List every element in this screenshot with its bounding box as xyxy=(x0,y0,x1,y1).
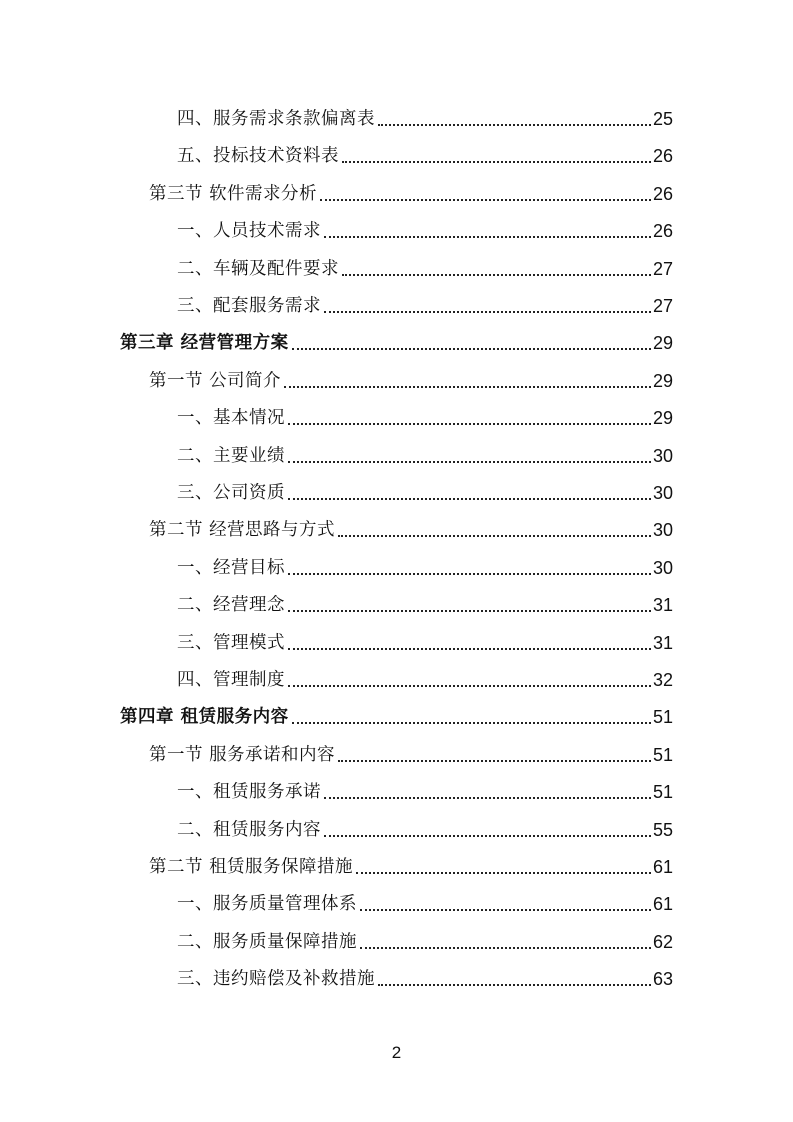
toc-entry-label: 四、管理制度 xyxy=(177,670,285,690)
toc-entry-page: 26 xyxy=(652,146,673,167)
toc-entry-label: 三、配套服务需求 xyxy=(177,296,321,316)
dot-leader xyxy=(292,348,651,350)
toc-entry-label: 第二节 租赁服务保障措施 xyxy=(149,857,354,877)
toc-entry-label: 三、管理模式 xyxy=(177,632,285,653)
dot-leader xyxy=(378,984,651,986)
toc-entry-page: 32 xyxy=(652,670,673,690)
toc-entry[interactable] xyxy=(177,817,673,843)
toc-entry[interactable] xyxy=(177,630,673,656)
toc-entry-page: 61 xyxy=(652,894,673,915)
toc-entry[interactable] xyxy=(177,443,673,469)
toc-entry[interactable] xyxy=(177,929,673,955)
toc-entry-label: 二、服务质量保障措施 xyxy=(177,931,357,952)
dot-leader xyxy=(288,461,651,463)
toc-entry[interactable] xyxy=(177,555,673,581)
toc-entry-page: 30 xyxy=(652,520,673,541)
toc-entry[interactable] xyxy=(177,667,673,693)
toc-entry-label: 五、投标技术资料表 xyxy=(177,146,339,167)
toc-entry-label: 第一节 公司简介 xyxy=(149,370,282,391)
toc-entry-label: 第二节 经营思路与方式 xyxy=(149,520,336,541)
toc-entry[interactable] xyxy=(149,181,673,207)
toc-entry[interactable] xyxy=(177,293,673,319)
toc-entry-page: 27 xyxy=(652,296,673,316)
dot-leader xyxy=(284,386,651,388)
toc-entry-label: 一、服务质量管理体系 xyxy=(177,894,357,915)
toc-entry[interactable] xyxy=(177,106,673,132)
toc-entry[interactable] xyxy=(149,517,673,543)
toc-entry-page: 55 xyxy=(652,819,673,840)
toc-entry-page: 61 xyxy=(652,857,673,877)
toc-entry-label: 第三节 软件需求分析 xyxy=(149,183,318,204)
toc-entry-label: 第三章 经营管理方案 xyxy=(120,333,289,354)
dot-leader xyxy=(338,760,651,762)
toc-entry-page: 30 xyxy=(652,483,673,503)
dot-leader xyxy=(378,124,651,126)
toc-entry-label: 一、基本情况 xyxy=(177,408,285,429)
toc-entry-page: 51 xyxy=(652,782,673,803)
toc-entry[interactable] xyxy=(177,218,673,244)
dot-leader xyxy=(342,274,651,276)
dot-leader xyxy=(324,835,651,837)
dot-leader xyxy=(320,199,651,201)
toc-entry-page: 51 xyxy=(652,707,673,728)
toc-entry-label: 二、车辆及配件要求 xyxy=(177,258,339,279)
dot-leader xyxy=(360,947,651,949)
toc-entry-label: 第四章 租赁服务内容 xyxy=(120,707,289,728)
toc-entry-label: 二、主要业绩 xyxy=(177,445,285,466)
toc-entry[interactable] xyxy=(120,704,673,730)
toc-entry-label: 一、租赁服务承诺 xyxy=(177,782,321,803)
dot-leader xyxy=(288,423,651,425)
toc-entry[interactable] xyxy=(149,742,673,768)
toc-entry[interactable] xyxy=(177,405,673,431)
toc-entry-page: 51 xyxy=(652,744,673,765)
dot-leader xyxy=(324,236,651,238)
toc-entry-label: 三、公司资质 xyxy=(177,483,285,503)
dot-leader xyxy=(288,573,651,575)
dot-leader xyxy=(288,610,651,612)
toc-entry-label: 第一节 服务承诺和内容 xyxy=(149,744,336,765)
page-number: 2 xyxy=(391,1043,402,1062)
toc-entry-page: 25 xyxy=(652,109,673,129)
toc-entry-page: 26 xyxy=(652,221,673,242)
toc-entry[interactable] xyxy=(120,330,673,356)
toc-entry-label: 三、违约赔偿及补救措施 xyxy=(177,969,375,990)
toc-entry[interactable] xyxy=(177,966,673,992)
toc-entry-page: 31 xyxy=(652,595,673,616)
toc-entry-page: 30 xyxy=(652,557,673,578)
toc-entry-page: 29 xyxy=(652,370,673,391)
toc-entry[interactable] xyxy=(177,779,673,805)
dot-leader xyxy=(292,722,651,724)
toc-entry-page: 26 xyxy=(652,183,673,204)
toc-entry[interactable] xyxy=(177,256,673,282)
dot-leader xyxy=(360,909,651,911)
dot-leader xyxy=(338,535,651,537)
toc-entry[interactable] xyxy=(149,854,673,880)
toc-entry-label: 二、租赁服务内容 xyxy=(177,819,321,840)
toc-entry-page: 30 xyxy=(652,445,673,466)
dot-leader xyxy=(288,498,651,500)
dot-leader xyxy=(342,161,651,163)
toc-entry[interactable] xyxy=(177,592,673,618)
dot-leader xyxy=(324,797,651,799)
toc-entry-page: 62 xyxy=(652,931,673,952)
dot-leader xyxy=(324,311,651,313)
toc-entry-page: 27 xyxy=(652,258,673,279)
dot-leader xyxy=(356,872,651,874)
dot-leader xyxy=(288,648,651,650)
toc-entry-page: 29 xyxy=(652,408,673,429)
toc-entry-page: 29 xyxy=(652,333,673,354)
toc-entry-page: 31 xyxy=(652,632,673,653)
dot-leader xyxy=(288,685,651,687)
toc-entry[interactable] xyxy=(177,891,673,917)
toc-entry-label: 四、服务需求条款偏离表 xyxy=(177,109,375,129)
toc-entry-page: 63 xyxy=(652,969,673,990)
toc-entry-label: 二、经营理念 xyxy=(177,595,285,616)
toc-entry-label: 一、人员技术需求 xyxy=(177,221,321,242)
toc-entry-label: 一、经营目标 xyxy=(177,557,285,578)
toc-entry[interactable] xyxy=(177,143,673,169)
toc-entry[interactable] xyxy=(149,368,673,394)
toc-entry[interactable] xyxy=(177,480,673,506)
